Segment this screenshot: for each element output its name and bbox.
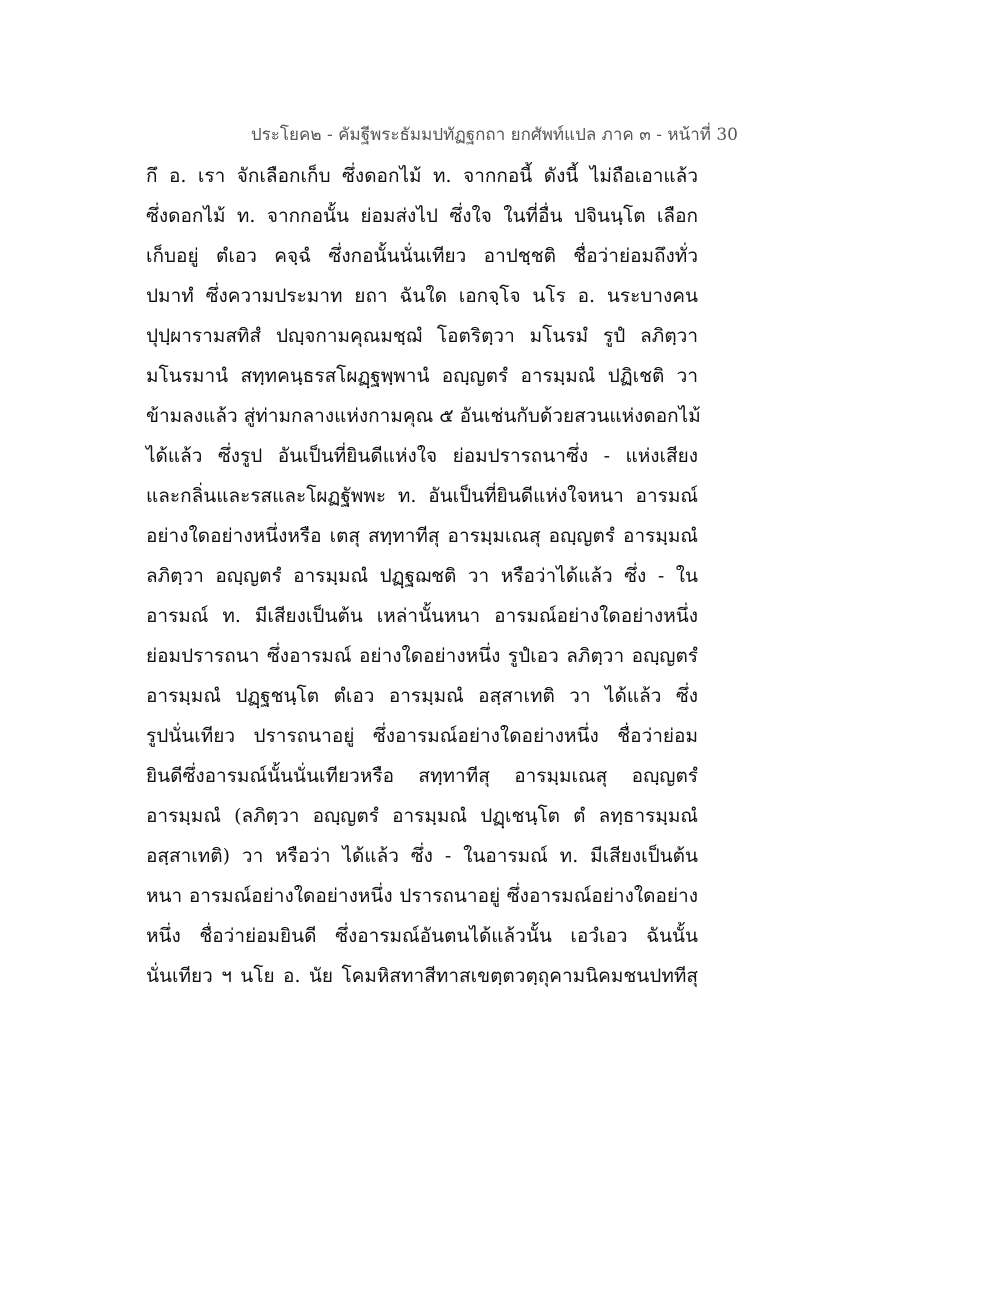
text-line: เก็บอยู่ ตํเอว คจฺฉํ ซึ่งกอนั้นนั่นเทียว อาปชฺชติ ชื่อว่าย่อมถึงทั่ว bbox=[146, 245, 698, 267]
text-line: กึ อ. เรา จักเลือกเก็บ ซึ่งดอกไม้ ท. จากกอนี้ ดังนี้ ไม่ถือเอาแล้ว bbox=[146, 165, 698, 187]
text-line: หนึ่ง ชื่อว่าย่อมยินดี ซึ่งอารมณ์อันตนได้แล้วนั้น เอวํเอว ฉันนั้น bbox=[146, 925, 698, 947]
text-line: อสฺสาเทติ) วา หรือว่า ได้แล้ว ซึ่ง - ในอารมณ์ ท. มีเสียงเป็นต้น bbox=[146, 845, 698, 867]
text-line: อารมณ์ ท. มีเสียงเป็นต้น เหล่านั้นหนา อารมณ์อย่างใดอย่างหนึ่ง bbox=[146, 605, 698, 627]
text-line: ข้ามลงแล้ว สู่ท่ามกลางแห่งกามคุณ ๕ อันเช่นกับด้วยสวนแห่งดอกไม้ bbox=[146, 405, 701, 427]
text-line: อย่างใดอย่างหนึ่งหรือ เตสุ สทฺทาทีสุ อารมฺมเณสุ อญฺญตรํ อารมฺมณํ bbox=[146, 525, 698, 547]
text-line: ลภิตฺวา อญฺญตรํ อารมฺมณํ ปฏฺฐฌชติ วา หรือว่าได้แล้ว ซึ่ง - ใน bbox=[146, 565, 698, 587]
text-line: ปุปฺผารามสทิสํ ปญฺจกามคุณมชฺฌํ โอตริตฺวา มโนรมํ รูปํ ลภิตฺวา bbox=[146, 325, 698, 347]
text-line: ปมาทํ ซึ่งความประมาท ยถา ฉันใด เอกจฺโจ นโร อ. นระบางคน bbox=[146, 285, 698, 307]
text-line: หนา อารมณ์อย่างใดอย่างหนึ่ง ปรารถนาอยู่ ซึ่งอารมณ์อย่างใดอย่าง bbox=[146, 885, 698, 907]
text-line: อารมฺมณํ ปฏฺฐชนฺโต ตํเอว อารมฺมณํ อสฺสาเทติ วา ได้แล้ว ซึ่ง bbox=[146, 685, 698, 707]
text-line: และกลิ่นและรสและโผฏฐัพพะ ท. อันเป็นที่ยินดีแห่งใจหนา อารมณ์ bbox=[146, 485, 698, 507]
text-line: ซึ่งดอกไม้ ท. จากกอนั้น ย่อมส่งไป ซึ่งใจ ในที่อื่น ปจินนฺโต เลือก bbox=[146, 205, 698, 227]
text-line: ย่อมปรารถนา ซึ่งอารมณ์ อย่างใดอย่างหนึ่ง รูปํเอว ลภิตฺวา อญฺญตรํ bbox=[146, 645, 698, 667]
text-line: รูปนั่นเทียว ปรารถนาอยู่ ซึ่งอารมณ์อย่างใดอย่างหนึ่ง ชื่อว่าย่อม bbox=[146, 725, 698, 747]
text-line: มโนรมานํ สทฺทคนฺธรสโผฏฺฐพฺพานํ อญฺญตรํ อารมฺมณํ ปฏิเชติ วา bbox=[146, 365, 698, 387]
running-header: ประโยค๒ - คัมฐีพระธัมมปทัฏฐกถา ยกศัพท์แปล ภาค ๓ - หน้าที่ 30 bbox=[250, 125, 738, 145]
text-line: ได้แล้ว ซึ่งรูป อันเป็นที่ยินดีแห่งใจ ย่อมปรารถนาซึ่ง - แห่งเสียง bbox=[146, 445, 698, 467]
text-line: นั่นเทียว ฯ นโย อ. นัย โคมหิสทาสีทาสเขตฺตวตฺถุคามนิคมชนปททีสุ bbox=[146, 965, 698, 987]
body-text bbox=[146, 156, 701, 996]
text-line: อารมฺมณํ (ลภิตฺวา อญฺญตรํ อารมฺมณํ ปฏฺเชนฺโต ตํ ลทฺธารมฺมณํ bbox=[146, 805, 698, 827]
text-line: ยินดีซึ่งอารมณ์นั้นนั่นเทียวหรือ สทฺทาทีสุ อารมฺมเณสุ อญฺญตรํ bbox=[146, 765, 698, 787]
